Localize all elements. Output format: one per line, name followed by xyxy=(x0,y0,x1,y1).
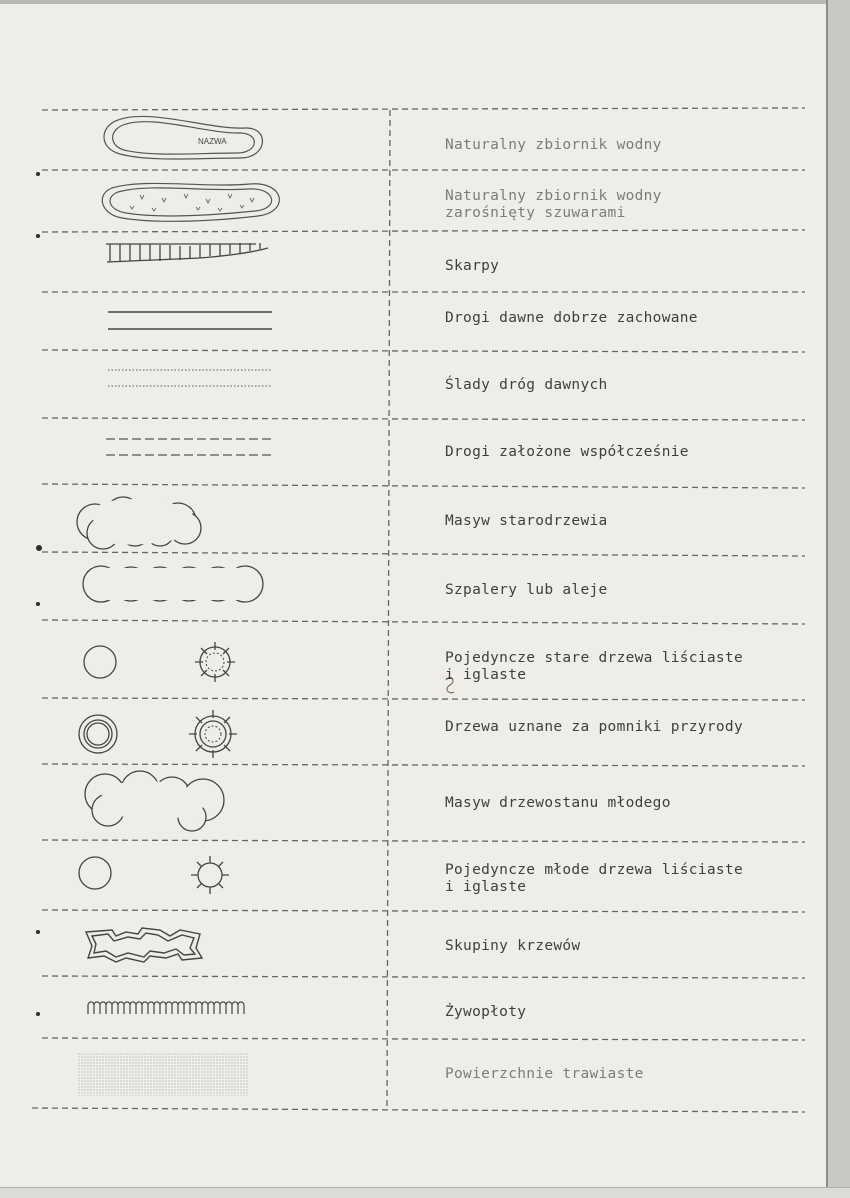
punch-mark xyxy=(36,172,40,176)
symbol-water-body-text: NAZWA xyxy=(198,137,227,146)
symbol-water-body xyxy=(104,116,262,159)
punch-mark xyxy=(36,602,40,606)
legend-label: Masyw drzewostanu młodego xyxy=(445,795,671,811)
symbol-natural-monument-trees xyxy=(79,710,237,758)
punch-mark xyxy=(36,1012,40,1016)
punch-mark xyxy=(36,930,40,934)
symbol-hedges xyxy=(88,1002,244,1014)
punch-mark xyxy=(36,545,42,551)
symbol-single-young-trees xyxy=(79,856,229,894)
legend-label: Pojedyncze stare drzewa liściaste i iglaste xyxy=(445,650,743,683)
symbol-grass-areas xyxy=(78,1052,248,1096)
legend-label: Skarpy xyxy=(445,258,500,274)
symbol-escarpment xyxy=(106,243,268,262)
legend-label: Drogi dawne dobrze zachowane xyxy=(445,310,698,326)
legend-label: Naturalny zbiornik wodny zarośnięty szuwarami xyxy=(445,188,662,221)
legend-label: Drogi założone współcześnie xyxy=(445,444,689,460)
symbol-old-growth-mass xyxy=(77,497,201,549)
legend-label: Pojedyncze młode drzewa liściaste i iglaste xyxy=(445,862,743,895)
symbol-modern-roads xyxy=(106,439,275,455)
legend-label: Drzewa uznane za pomniki przyrody xyxy=(445,719,743,735)
legend-label: Skupiny krzewów xyxy=(445,938,581,954)
legend-label: Naturalny zbiornik wodny xyxy=(445,137,662,153)
symbol-old-road-traces xyxy=(108,370,272,386)
legend-label: Szpalery lub aleje xyxy=(445,582,608,598)
symbol-old-roads-preserved xyxy=(108,312,272,329)
symbol-reedy-water-body xyxy=(102,183,279,221)
legend-label: Powierzchnie trawiaste xyxy=(445,1066,644,1082)
symbol-shrub-groups xyxy=(86,928,202,962)
legend-label: Ślady dróg dawnych xyxy=(445,377,608,393)
legend-label: Żywopłoty xyxy=(445,1004,527,1020)
punch-mark xyxy=(36,234,40,238)
symbol-young-stand-mass xyxy=(85,771,224,831)
symbol-single-old-trees xyxy=(84,642,235,682)
legend-label: Masyw starodrzewia xyxy=(445,513,608,529)
symbol-tree-rows-alleys xyxy=(83,566,263,602)
